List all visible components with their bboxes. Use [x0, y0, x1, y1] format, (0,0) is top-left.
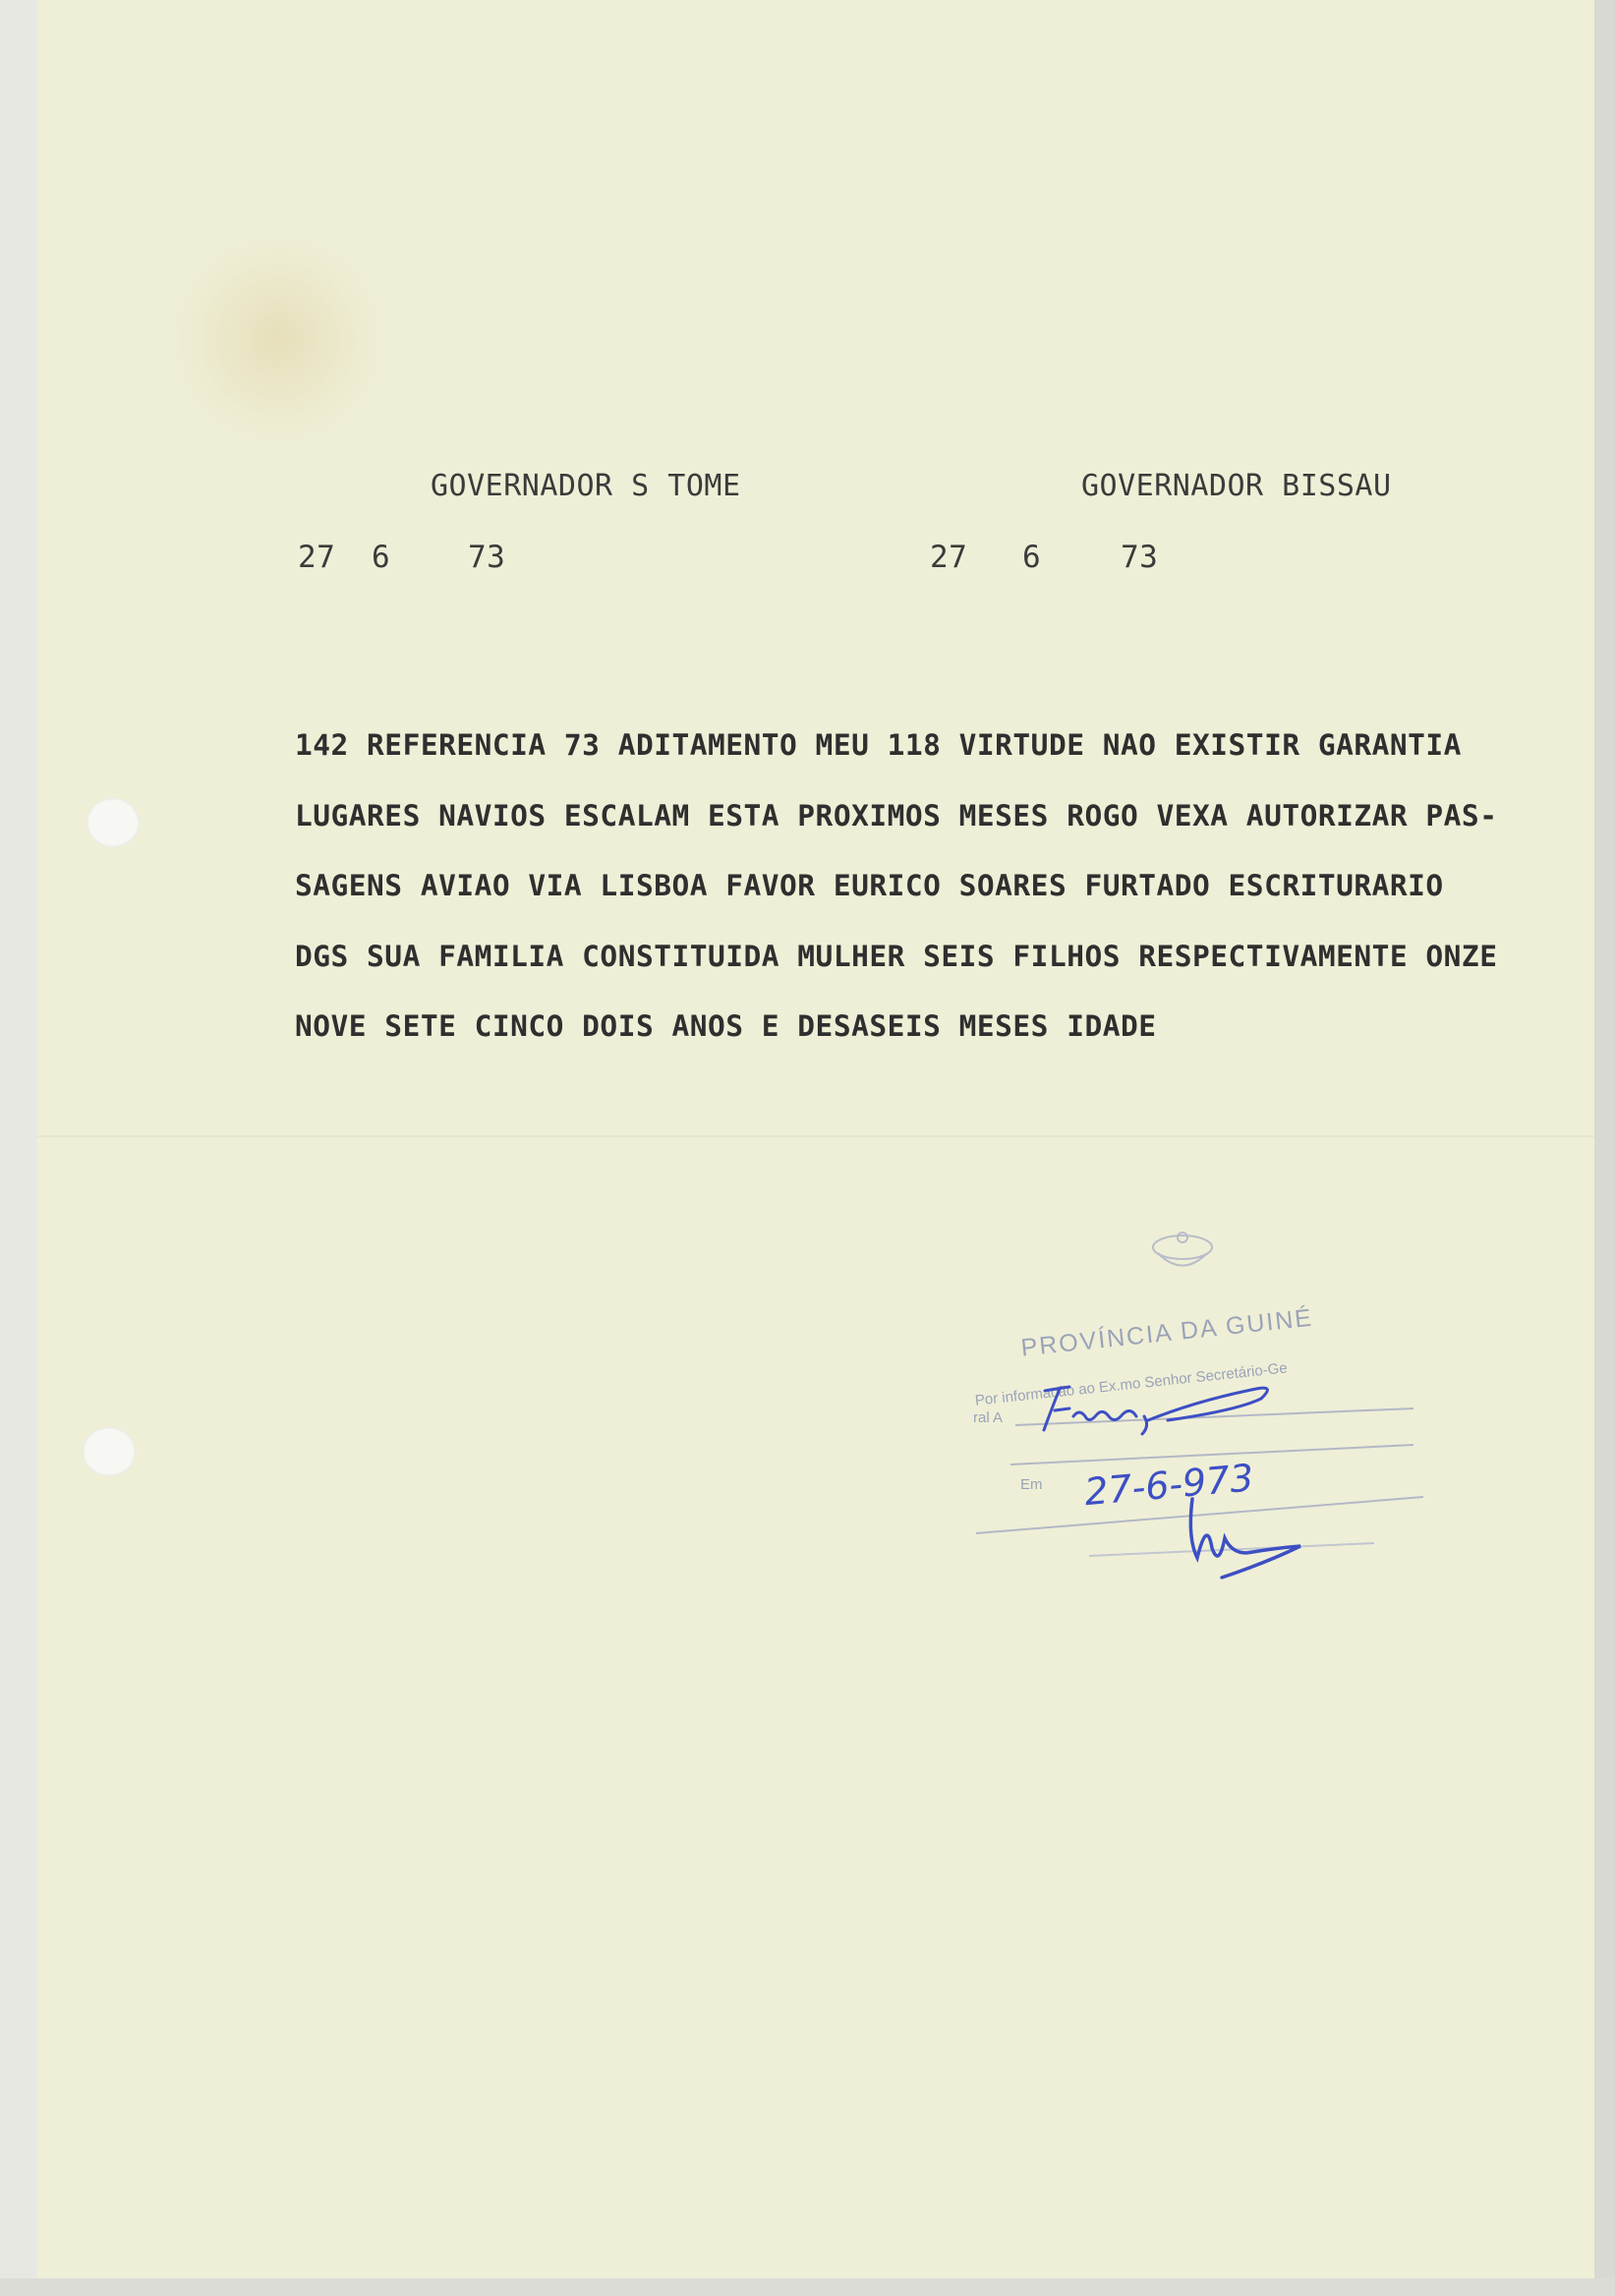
date-right-month: 6	[1022, 540, 1042, 575]
scan-edge-right	[1594, 0, 1615, 2296]
date-right-day: 27	[930, 540, 968, 575]
paper-fold	[37, 1135, 1615, 1137]
province-stamp	[961, 1224, 1433, 1597]
date-left-day: 27	[298, 540, 336, 575]
stamp-line-2: ral A	[973, 1409, 1004, 1426]
punch-hole-bottom	[83, 1427, 136, 1476]
stamp-line-1: Por informação ao Ex.mo Senhor Secretário-Ge	[974, 1359, 1289, 1409]
message-line: DGS SUA FAMILIA CONSTITUIDA MULHER SEIS FILHOS RESPECTIVAMENTE ONZE	[295, 940, 1498, 973]
handwritten-date: 27-6-973	[1082, 1456, 1256, 1515]
stamp-title: PROVÍNCIA DA GUINÉ	[1019, 1303, 1315, 1362]
date-left-year: 73	[468, 540, 506, 575]
punch-hole-top	[87, 798, 140, 847]
stamp-line-3: Em	[1020, 1476, 1043, 1493]
paper-stain	[165, 226, 391, 452]
message-line: 142 REFERENCIA 73 ADITAMENTO MEU 118 VIRTUDE NAO EXISTIR GARANTIA	[295, 728, 1462, 762]
sender-heading: GOVERNADOR S TOME	[431, 469, 741, 503]
message-line: SAGENS AVIAO VIA LISBOA FAVOR EURICO SOARES FURTADO ESCRITURARIO	[295, 869, 1444, 902]
message-line: NOVE SETE CINCO DOIS ANOS E DESASEIS MESES IDADE	[295, 1009, 1157, 1043]
recipient-heading: GOVERNADOR BISSAU	[1081, 469, 1392, 503]
scan-edge-bottom	[0, 2278, 1615, 2296]
message-line: LUGARES NAVIOS ESCALAM ESTA PROXIMOS MESES ROGO VEXA AUTORIZAR PAS-	[295, 799, 1498, 832]
document-page	[37, 0, 1615, 2278]
date-right-year: 73	[1121, 540, 1159, 575]
crest-icon	[1153, 1233, 1212, 1266]
date-left-month: 6	[372, 540, 391, 575]
